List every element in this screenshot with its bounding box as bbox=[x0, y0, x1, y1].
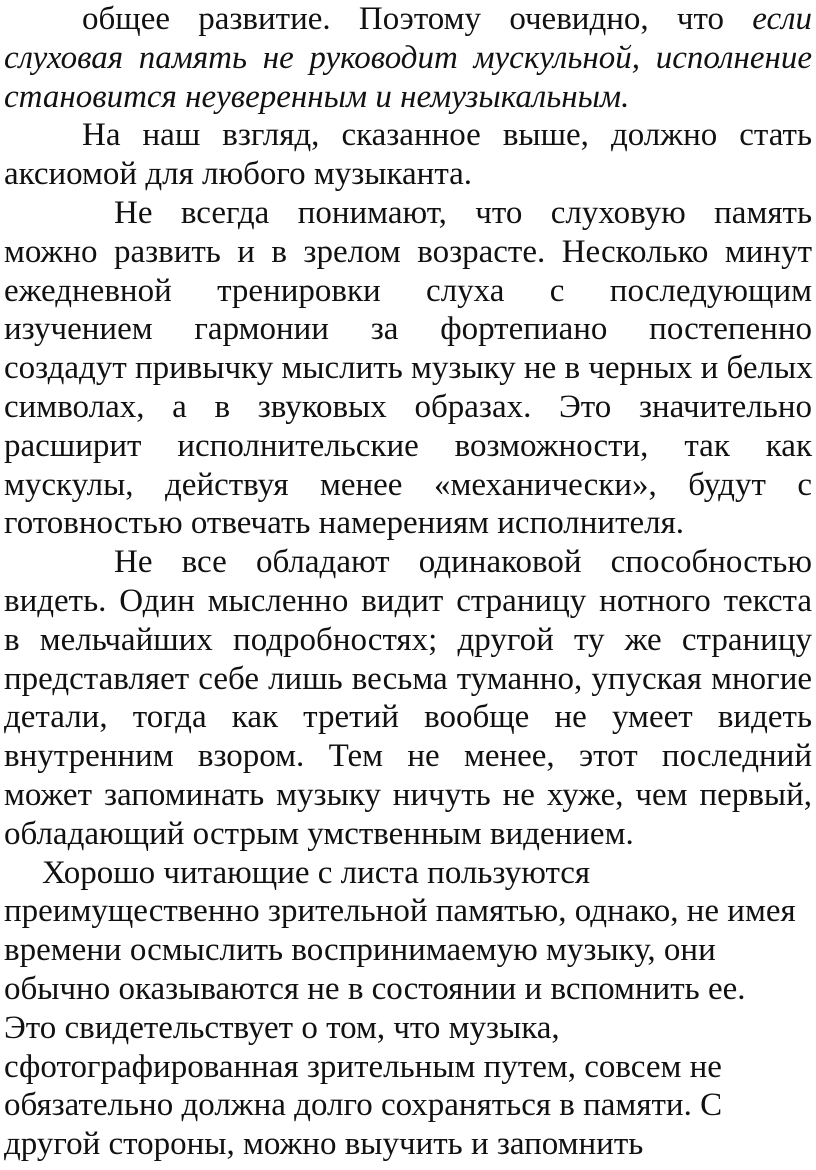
text-line: мускулы, действуя менее «механически», будут с bbox=[4, 466, 812, 503]
text-line: создадут привычку мыслить музыку не в черных и белых bbox=[4, 350, 813, 387]
text-line: слуховая память не руководит мускульной, исполнение bbox=[4, 39, 812, 76]
paragraph-1 bbox=[4, 0, 812, 116]
text-line: На наш взгляд, сказанное выше, должно стать bbox=[82, 117, 812, 154]
text-line: обычно оказываются не в состоянии и вспомнить ее. bbox=[4, 970, 746, 1007]
text-line: времени осмыслить воспринимаемую музыку, они bbox=[4, 932, 716, 969]
text-line: символах, а в звуковых образах. Это значительно bbox=[4, 388, 812, 425]
document-page bbox=[4, 0, 812, 1164]
text-line: Не всегда понимают, что слуховую память bbox=[114, 194, 812, 231]
text-line: готовностью отвечать намерениям исполнителя. bbox=[4, 505, 685, 542]
text-line: Хорошо читающие с листа пользуются bbox=[42, 854, 591, 891]
text-line: Не все обладают одинаковой способностью bbox=[114, 544, 812, 581]
text-line: обязательно должна долго сохраняться в памяти. С bbox=[4, 1087, 723, 1124]
text-line: изучением гармонии за фортепиано постепенно bbox=[4, 311, 812, 348]
paragraph-4 bbox=[4, 543, 812, 853]
text-line: обладающий острым умственным видением. bbox=[4, 815, 634, 852]
text-line: можно развить и в зрелом возрасте. Несколько минут bbox=[4, 233, 812, 270]
text-line: видеть. Один мысленно видит страницу нотного текста bbox=[4, 582, 812, 619]
text-line: детали, тогда как третий вообще не умеет видеть bbox=[4, 699, 812, 736]
text-line: становится неуверенным и немузыкальным. bbox=[4, 78, 630, 115]
text-line: общее развитие. Поэтому очевидно, что если bbox=[82, 1, 812, 37]
paragraph-5 bbox=[4, 854, 812, 1164]
text-line: расширит исполнительские возможности, так как bbox=[4, 427, 812, 464]
text-line: может запоминать музыку ничуть не хуже, чем первый, bbox=[4, 776, 812, 813]
paragraph-3 bbox=[4, 194, 812, 543]
text-line: сфотографированная зрительным путем, совсем не bbox=[4, 1048, 722, 1085]
text-line: ежедневной тренировки слуха с последующим bbox=[4, 272, 812, 309]
text-line: аксиомой для любого музыканта. bbox=[4, 156, 473, 193]
text-line: Это свидетельствует о том, что музыка, bbox=[4, 1009, 560, 1046]
text-line: представляет себе лишь весьма туманно, упуская многие bbox=[4, 660, 812, 697]
text-line: внутренним взором. Тем не менее, этот последний bbox=[4, 738, 812, 775]
paragraph-2 bbox=[4, 116, 812, 194]
text-line: в мельчайших подробностях; другой ту же страницу bbox=[4, 621, 812, 658]
text-line: преимущественно зрительной памятью, однако, не имея bbox=[4, 893, 796, 930]
text-line: другой стороны, можно выучить и запомнить bbox=[4, 1126, 644, 1163]
